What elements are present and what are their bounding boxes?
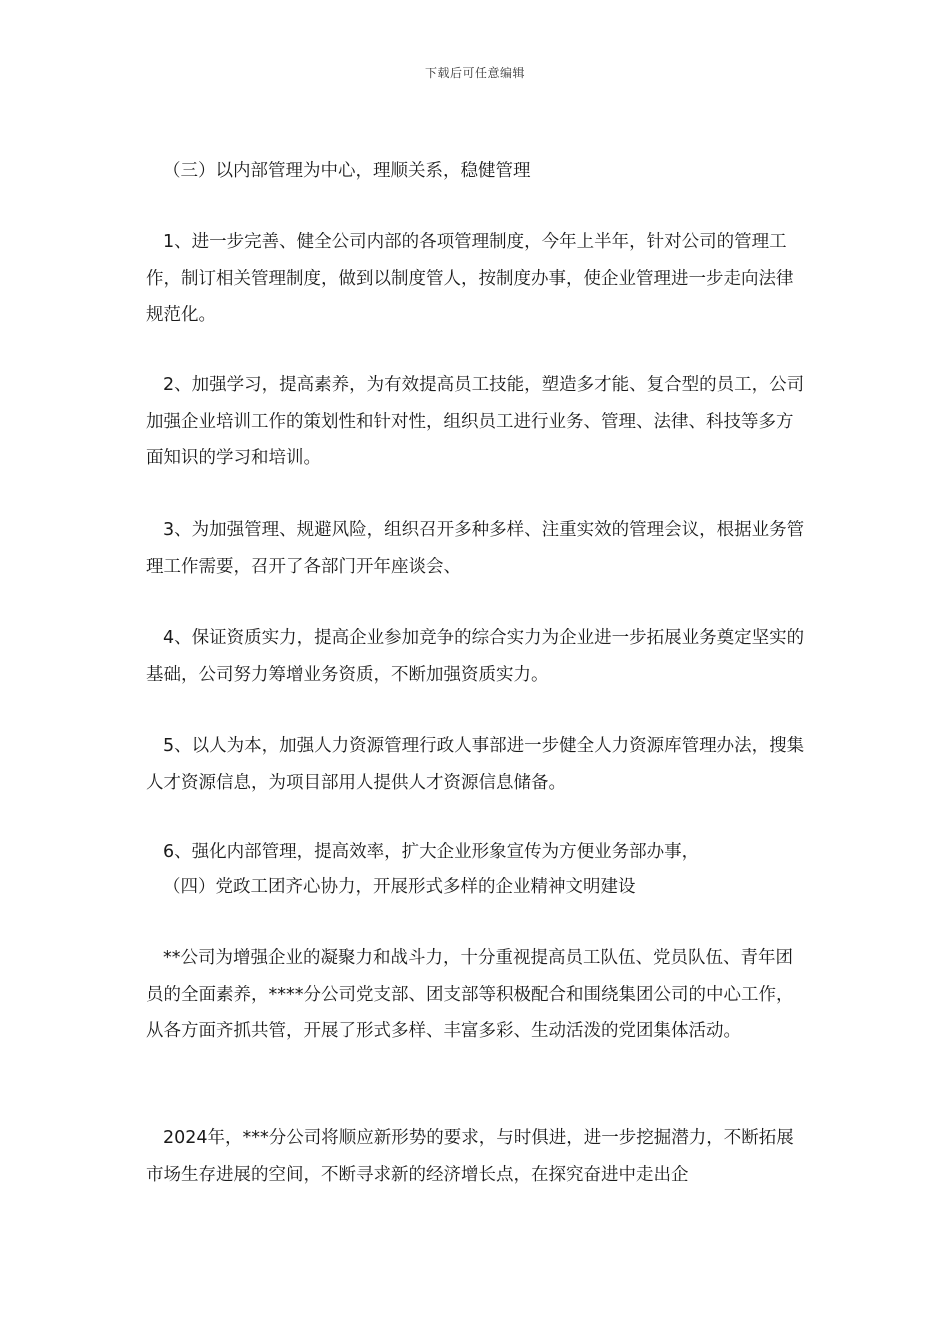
- section-heading-4: （四）党政工团齐心协力，开展形式多样的企业精神文明建设: [163, 877, 636, 897]
- paragraph-2: 2、加强学习，提高素养，为有效提高员工技能，塑造多才能、复合型的员工，公司加强企业培训工作的策划性和针对性，组织员工进行业务、管理、法律、科技等多方面知识的学习和培训。: [146, 375, 805, 468]
- paragraph-3: 3、为加强管理、规避风险，组织召开多种多样、注重实效的管理会议，根据业务管理工作需要，召开了各部门开年座谈会、: [146, 520, 805, 577]
- page-header: 下载后可任意编辑: [424, 66, 525, 80]
- paragraph-1: 1、进一步完善、健全公司内部的各项管理制度，今年上半年，针对公司的管理工作，制订相关管理制度，做到以制度管人，按制度办事，使企业管理进一步走向法律规范化。: [146, 232, 794, 325]
- paragraph-4: 4、保证资质实力，提高企业参加竞争的综合实力为企业进一步拓展业务奠定坚实的基础，公司努力筹增业务资质，不断加强资质实力。: [146, 628, 805, 685]
- section-heading-3: （三）以内部管理为中心，理顺关系，稳健管理: [163, 161, 531, 181]
- paragraph-8: 2024年，***分公司将顺应新形势的要求，与时俱进，进一步挖掘潜力，不断拓展市场生存进展的空间，不断寻求新的经济增长点，在探究奋进中走出企: [146, 1128, 794, 1185]
- paragraph-5: 5、以人为本，加强人力资源管理行政人事部进一步健全人力资源库管理办法，搜集人才资源信息，为项目部用人提供人才资源信息储备。: [146, 736, 805, 793]
- paragraph-6: 6、强化内部管理，提高效率，扩大企业形象宣传为方便业务部办事，: [163, 842, 700, 862]
- paragraph-7: **公司为增强企业的凝聚力和战斗力，十分重视提高员工队伍、党员队伍、青年团员的全面素养，****分公司党支部、团支部等积极配合和围绕集团公司的中心工作，从各方面齐抓共管，开展了形式多样、丰富多彩、生动活泼的党团集体活动。: [146, 948, 794, 1041]
